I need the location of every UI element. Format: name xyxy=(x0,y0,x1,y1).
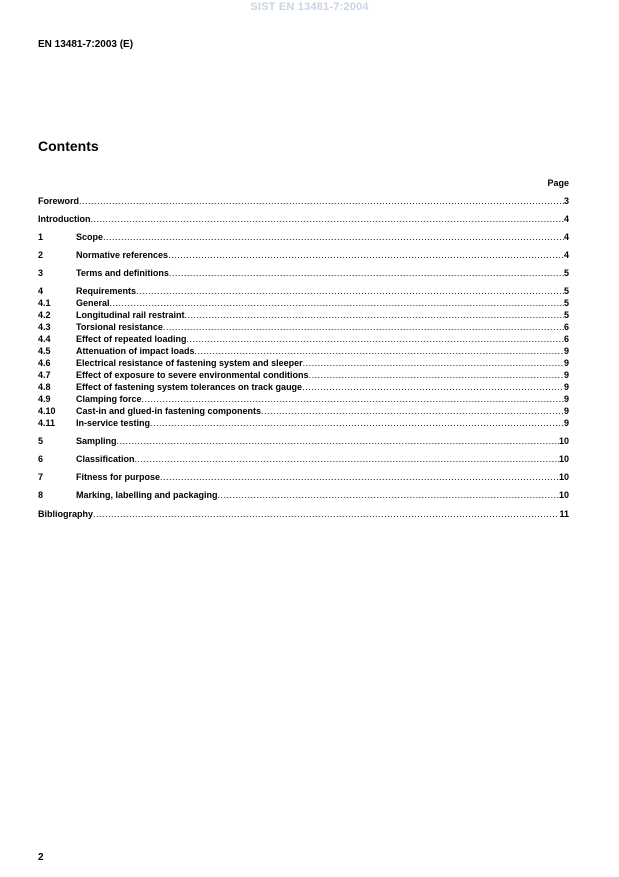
toc-entry-number: 4.6 xyxy=(38,358,51,368)
toc-entry-number: 3 xyxy=(38,268,44,278)
toc-entry-title: Clamping force xyxy=(76,394,142,404)
toc-entry-page: 9 xyxy=(563,382,569,392)
toc-entry-title: In-service testing xyxy=(76,418,151,428)
leader-dots xyxy=(187,333,564,345)
toc-entry-title: Requirements xyxy=(76,286,137,296)
toc-entry-number: 4.11 xyxy=(38,418,56,428)
toc-entry-title: Attenuation of impact loads xyxy=(76,346,195,356)
toc-entry[interactable] xyxy=(38,508,569,520)
toc-entry-number: 6 xyxy=(38,454,44,464)
page-number: 2 xyxy=(38,852,44,863)
leader-dots xyxy=(136,285,564,297)
toc-entry-page: 4 xyxy=(563,214,569,224)
toc-entry-page: 10 xyxy=(558,454,569,464)
toc-entry-page: 4 xyxy=(563,232,569,242)
toc-entry-page: 10 xyxy=(558,472,569,482)
toc-entry-page: 9 xyxy=(563,406,569,416)
toc-entry-title: Torsional resistance xyxy=(76,322,163,332)
leader-dots xyxy=(218,489,559,501)
toc-entry-title: General xyxy=(76,298,110,308)
toc-entry-page: 10 xyxy=(558,490,569,500)
leader-dots xyxy=(163,321,564,333)
toc-entry[interactable] xyxy=(38,309,569,321)
toc-entry-page: 9 xyxy=(563,418,569,428)
toc-entry-number: 4.7 xyxy=(38,370,51,380)
toc-entry[interactable] xyxy=(38,321,569,333)
leader-dots xyxy=(261,405,564,417)
toc-entry[interactable] xyxy=(38,231,569,243)
toc-entry-page: 3 xyxy=(563,196,569,206)
toc-entry-page: 5 xyxy=(563,298,569,308)
leader-dots xyxy=(91,213,564,225)
leader-dots xyxy=(309,369,564,381)
toc-entry[interactable] xyxy=(38,285,569,297)
toc-entry-title: Effect of exposure to severe environmental conditions xyxy=(76,370,309,380)
toc-entry-number: 2 xyxy=(38,250,44,260)
toc-entry-page: 10 xyxy=(558,436,569,446)
leader-dots xyxy=(142,393,564,405)
toc-entry-title: Marking, labelling and packaging xyxy=(76,490,218,500)
toc-entry-number: 4.8 xyxy=(38,382,51,392)
toc-entry-page: 6 xyxy=(563,334,569,344)
toc-entry-number: 4 xyxy=(38,286,44,296)
toc-entry-title: Effect of repeated loading xyxy=(76,334,187,344)
leader-dots xyxy=(303,357,564,369)
toc-entry-number: 4.9 xyxy=(38,394,51,404)
watermark: SIST EN 13481-7:2004 xyxy=(250,1,369,13)
toc-entry-page: 5 xyxy=(563,268,569,278)
toc-entry-number: 4.1 xyxy=(38,298,51,308)
toc-entry-page: 11 xyxy=(559,509,569,519)
toc-entry-title: Introduction xyxy=(38,214,91,224)
toc-entry-number: 1 xyxy=(38,232,44,242)
toc-entry[interactable] xyxy=(38,249,569,261)
leader-dots xyxy=(169,267,564,279)
toc-entry-title: Terms and definitions xyxy=(76,268,169,278)
toc-entry-number: 4.10 xyxy=(38,406,56,416)
toc-entry[interactable] xyxy=(38,405,569,417)
leader-dots xyxy=(93,508,559,520)
leader-dots xyxy=(302,381,564,393)
toc-entry-title: Electrical resistance of fastening system and sleeper xyxy=(76,358,303,368)
toc-entry-title: Cast-in and glued-in fastening components xyxy=(76,406,262,416)
leader-dots xyxy=(160,471,559,483)
toc-entry[interactable] xyxy=(38,489,569,501)
toc-entry[interactable] xyxy=(38,333,569,345)
toc-entry[interactable] xyxy=(38,417,569,429)
toc-entry-page: 9 xyxy=(563,358,569,368)
toc-entry-number: 4.3 xyxy=(38,322,51,332)
toc-entry-title: Foreword xyxy=(38,196,80,206)
toc-entry-number: 7 xyxy=(38,472,44,482)
toc-entry-page: 9 xyxy=(563,346,569,356)
toc-entry-title: Normative references xyxy=(76,250,169,260)
toc-entry[interactable] xyxy=(38,213,569,225)
toc-entry-page: 4 xyxy=(563,250,569,260)
toc-entry[interactable] xyxy=(38,471,569,483)
leader-dots xyxy=(168,249,564,261)
toc-entry[interactable] xyxy=(38,195,569,207)
toc-entry-title: Scope xyxy=(76,232,104,242)
toc-entry[interactable] xyxy=(38,435,569,447)
toc-entry-title: Classification xyxy=(76,454,135,464)
leader-dots xyxy=(110,297,564,309)
toc-entry-number: 5 xyxy=(38,436,44,446)
document-identifier: EN 13481-7:2003 (E) xyxy=(38,39,134,50)
toc-entry-page: 9 xyxy=(563,394,569,404)
leader-dots xyxy=(135,453,559,465)
toc-entry[interactable] xyxy=(38,357,569,369)
toc-entry-page: 9 xyxy=(563,370,569,380)
toc-entry-number: 8 xyxy=(38,490,44,500)
toc-entry[interactable] xyxy=(38,297,569,309)
toc-entry-number: 4.2 xyxy=(38,310,51,320)
toc-entry-number: 4.4 xyxy=(38,334,51,344)
leader-dots xyxy=(150,417,564,429)
toc-entry[interactable] xyxy=(38,267,569,279)
toc-entry-title: Bibliography xyxy=(38,509,94,519)
leader-dots xyxy=(185,309,564,321)
toc-entry-page: 5 xyxy=(563,310,569,320)
contents-heading: Contents xyxy=(38,138,99,154)
toc-entry-title: Sampling xyxy=(76,436,117,446)
toc-entry-title: Fitness for purpose xyxy=(76,472,161,482)
toc-entry-page: 5 xyxy=(563,286,569,296)
toc-entry[interactable] xyxy=(38,345,569,357)
leader-dots xyxy=(103,231,564,243)
toc-entry[interactable] xyxy=(38,369,569,381)
toc-entry-title: Effect of fastening system tolerances on track gauge xyxy=(76,382,303,392)
toc-entry[interactable] xyxy=(38,393,569,405)
leader-dots xyxy=(79,195,564,207)
toc-entry-page: 6 xyxy=(563,322,569,332)
toc-entry[interactable] xyxy=(38,381,569,393)
toc-entry-number: 4.5 xyxy=(38,346,51,356)
leader-dots xyxy=(195,345,564,357)
page-column-label: Page xyxy=(547,178,569,188)
toc-entry-title: Longitudinal rail restraint xyxy=(76,310,185,320)
leader-dots xyxy=(117,435,559,447)
toc-entry[interactable] xyxy=(38,453,569,465)
